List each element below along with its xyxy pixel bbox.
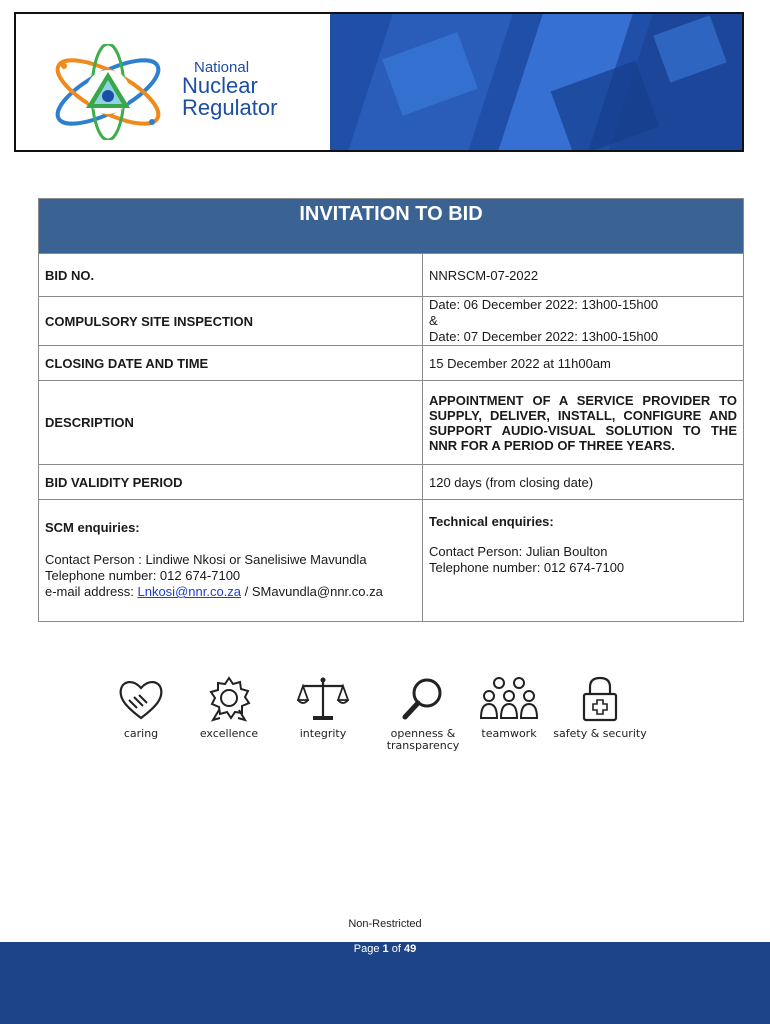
company-values-row (110, 676, 650, 756)
value-transparency-label: transparency (386, 739, 460, 752)
award-badge-icon (205, 676, 253, 722)
technical-telephone: Telephone number: 012 674-7100 (429, 560, 625, 575)
safety-lock-icon (576, 676, 624, 722)
closing-date-value: 15 December 2022 at 11h00am (423, 346, 744, 381)
description-label: DESCRIPTION (39, 381, 423, 465)
org-name-line3: Regulator (182, 95, 278, 120)
page-number (0, 943, 770, 955)
page-prefix: Page (353, 943, 383, 955)
scm-contact-person: Contact Person : Lindiwe Nkosi or Sanelisiwe Mavundla (45, 552, 367, 567)
scm-email-prefix: e-mail address: (45, 584, 138, 599)
group-people-icon (479, 676, 539, 722)
value-excellence-label: excellence (199, 727, 259, 740)
bid-no-label: BID NO. (39, 254, 423, 297)
value-integrity (288, 676, 358, 740)
scm-enquiries-cell (39, 500, 423, 622)
value-caring-label: caring (123, 727, 159, 740)
value-excellence (194, 676, 264, 740)
page-of: of (388, 943, 404, 955)
org-name-line1: National (194, 59, 250, 76)
value-caring (110, 676, 172, 740)
org-name-line2: Nuclear (182, 73, 258, 98)
header-banner (14, 12, 744, 152)
nnr-atom-logo-icon (46, 44, 176, 140)
bid-info-table (38, 198, 744, 622)
scm-telephone: Telephone number: 012 674-7100 (45, 568, 241, 583)
technical-contact-person: Contact Person: Julian Boulton (429, 544, 608, 559)
site-inspection-date-2: Date: 07 December 2022: 13h00-15h00 (429, 329, 659, 344)
value-safety (550, 676, 650, 740)
handshake-heart-icon (117, 676, 165, 722)
validity-label: BID VALIDITY PERIOD (39, 465, 423, 500)
value-safety-label: safety & security (553, 727, 647, 740)
closing-date-label: CLOSING DATE AND TIME (39, 346, 423, 381)
site-inspection-value (423, 297, 744, 346)
classification-label: Non-Restricted (348, 918, 422, 930)
scm-email-2: SMavundla@nnr.co.za (251, 584, 383, 599)
site-inspection-label: COMPULSORY SITE INSPECTION (39, 297, 423, 346)
magnifier-icon (399, 676, 447, 722)
site-inspection-and: & (429, 313, 438, 328)
org-name (182, 60, 277, 119)
scm-email (45, 584, 416, 600)
site-inspection-date-1: Date: 06 December 2022: 13h00-15h00 (429, 297, 659, 312)
technical-enquiries-heading: Technical enquiries: (429, 514, 554, 529)
value-openness-label: openness & (390, 727, 456, 740)
value-integrity-label: integrity (299, 727, 347, 740)
header-decorative-pattern (330, 14, 744, 150)
validity-value: 120 days (from closing date) (423, 465, 744, 500)
table-title: INVITATION TO BID (39, 199, 744, 254)
technical-enquiries-cell (423, 500, 744, 622)
scales-icon (297, 676, 349, 722)
value-openness (382, 676, 464, 752)
value-teamwork-label: teamwork (481, 727, 537, 740)
page-current: 1 (382, 943, 389, 955)
bid-no-value: NNRSCM-07-2022 (423, 254, 744, 297)
page-total: 49 (403, 943, 417, 955)
value-teamwork (474, 676, 544, 740)
logo-area (16, 14, 330, 150)
description-value: APPOINTMENT OF A SERVICE PROVIDER TO SUPPLY, DELIVER, INSTALL, CONFIGURE AND SUPPORT AUDIO-VISUAL SOLUTION TO THE NNR FOR A PERIOD OF THREE YEARS. (423, 381, 744, 465)
scm-enquiries-heading: SCM enquiries: (45, 520, 140, 535)
scm-email-separator: / (241, 584, 252, 599)
scm-email-link[interactable]: Lnkosi@nnr.co.za (137, 584, 242, 599)
